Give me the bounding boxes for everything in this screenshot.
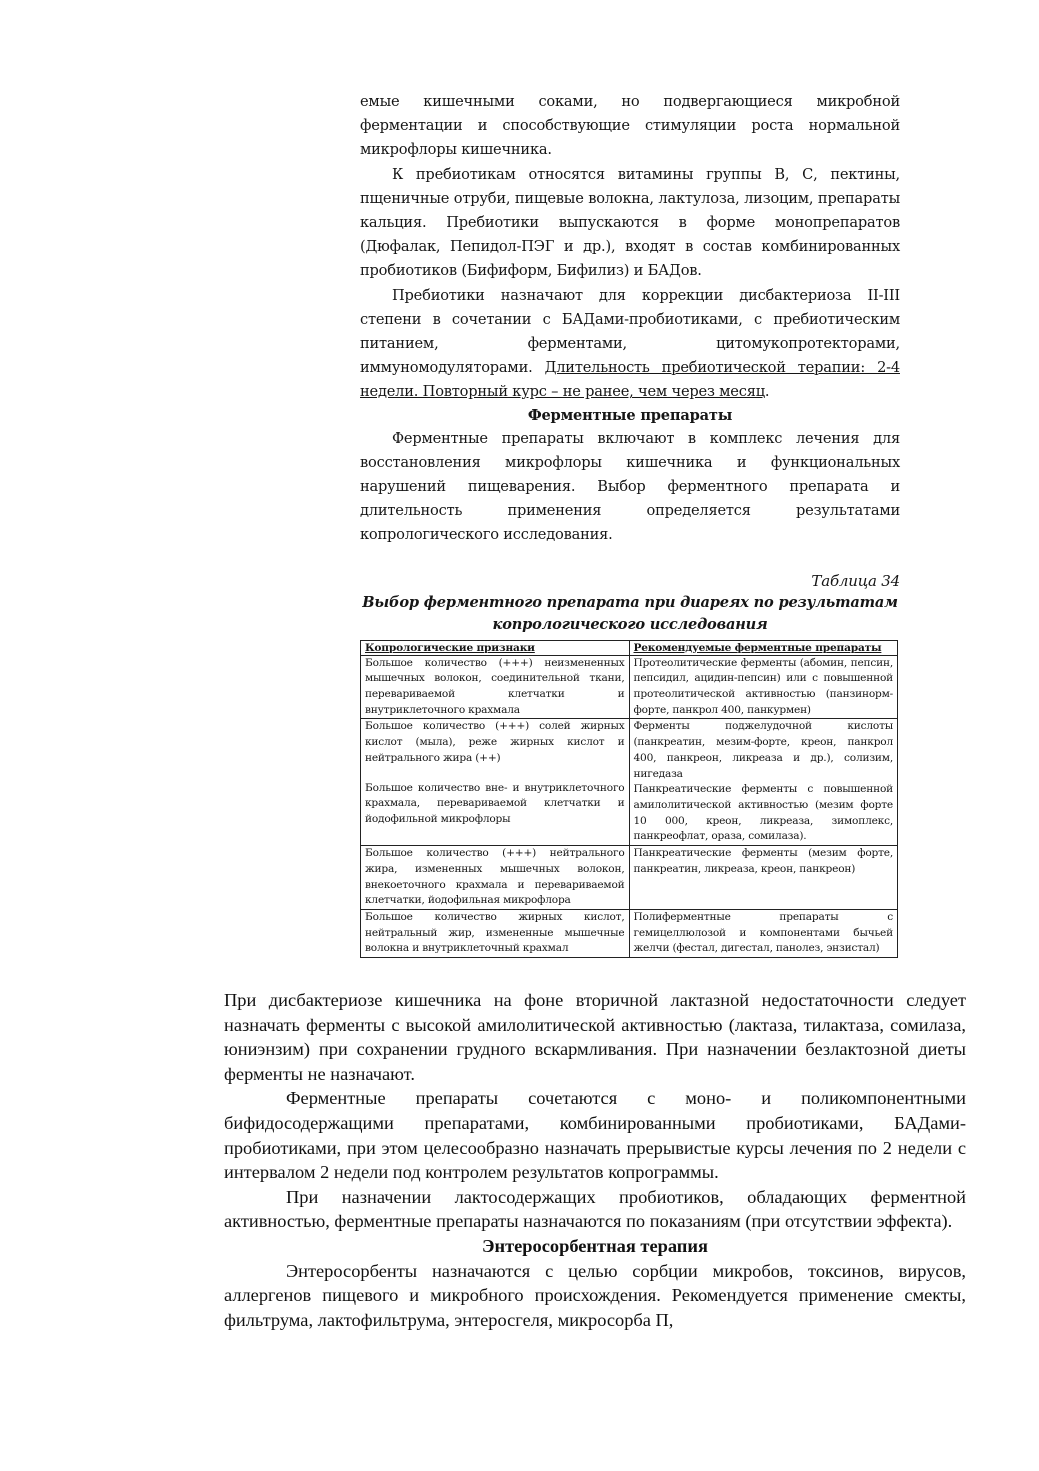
main-paragraph-3: При назначении лактосодержащих пробиотиков, обладающих ферментной активностью, ферментные препараты назначаются по показаниям (при отсутствии эффекта). <box>224 1186 966 1232</box>
scan-paragraph-3 <box>360 284 900 405</box>
table-row <box>361 909 898 957</box>
table-cell <box>629 719 898 846</box>
table-cell-part: Ферменты поджелудочной кислоты (панкреатин, мезим-форте, креон, панкрол 400, панкреон, ликреаза и др.), солизим, нигедаза <box>633 720 893 780</box>
scan-paragraph-3-underlined: Длительность пребиотической терапии: 2-4 недели. Повторный курс – не ранее, чем через месяц <box>360 359 900 401</box>
table-cell <box>361 719 630 846</box>
table-cell: Большое количество (+++) неизмененных мышечных волокон, соединительной ткани, перевариваемой клетчатки и внутриклеточного крахмала <box>361 655 630 719</box>
table-title: Выбор ферментного препарата при диареях по результатам копрологического исследования <box>362 593 898 633</box>
scanned-book-excerpt <box>360 90 900 958</box>
table-cell: Протеолитические ферменты (абомин, пепсин, пепсидил, ацидин-пепсин) или с повышенной протеолитической активностью (панзинорм-форте, панкрол 400, панкурмен) <box>629 655 898 719</box>
scan-paragraph-3-end: . <box>764 383 770 401</box>
table-cell: Большое количество жирных кислот, нейтральный жир, измененные мышечные волокна и внутриклеточный крахмал <box>361 909 630 957</box>
table-cell-part: Большое количество вне- и внутриклеточного крахмала, перевариваемой клетчатки и йодофильной микрофлоры <box>365 781 625 825</box>
scan-section-heading: Ферментные препараты <box>527 406 733 424</box>
table-header-recommended-enzymes: Рекомендуемые ферментные препараты <box>629 640 898 655</box>
main-paragraph-2: Ферментные препараты сочетаются с моно- и поликомпонентными бифидосодержащими препаратами, комбинированными пробиотиками, БАДами-пробиотиками, при этом целесообразно назначать прерывистые курсы лечения по 2 недели с интервалом 2 недели под контролем результатов копрограммы. <box>224 1088 966 1183</box>
table-row <box>361 719 898 846</box>
table-row <box>361 846 898 910</box>
enzyme-selection-table <box>360 640 898 958</box>
scan-paragraph-1: емые кишечными соками, но подвергающиеся микробной ферментации и способствующие стимуляции роста нормальной микрофлоры кишечника. <box>360 93 900 159</box>
table-header-row <box>361 640 898 655</box>
table-row <box>361 655 898 719</box>
scan-paragraph-4: Ферментные препараты включают в комплекс лечения для восстановления микрофлоры кишечника и функциональных нарушений пищеварения. Выбор ферментного препарата и длительность применения определяется результатами копрологического исследования. <box>360 429 900 544</box>
table-cell: Панкреатические ферменты (мезим форте, панкреатин, ликреаза, креон, панкреон) <box>629 846 898 910</box>
table-cell: Полиферментные препараты с гемицеллюлозой и компонентами бычьей желчи (фестал, дигестал, панолез, энзистал) <box>629 909 898 957</box>
table-cell: Большое количество (+++) нейтрального жира, измененных мышечных волокон, внекоеточного крахмала и перевариваемой клетчатки, йодофильная микрофлора <box>361 846 630 910</box>
scan-paragraph-2: К пребиотикам относятся витамины группы В, С, пектины, пщеничные отруби, пищевые волокна, лактулоза, лизоцим, препараты кальция. Пребиотики выпускаются в форме монопрепаратов (Дюфалак, Пепидол-ПЭГ и др.), входят в состав комбинированных пробиотиков (Бифиформ, Бифилиз) и БАДов. <box>360 165 900 280</box>
main-paragraph-1: При дисбактериозе кишечника на фоне вторичной лактазной недостаточности следует назначать ферменты с высокой амилолитической активностью (лактаза, тилактаза, сомилаза, юниэнзим) при сохранении грудного вскармливания. При назначении безлактозной диеты ферменты не назначают. <box>224 990 966 1084</box>
table-cell-part: Панкреатические ферменты с повышенной амилолитической активностью (мезим форте 10 000, креон, ликреаза, зимоплекс, панкреофлат, ораза, сомилаза). <box>633 783 893 843</box>
table-header-coprological-signs: Копрологические признаки <box>361 640 630 655</box>
main-paragraph-4: Энтеросорбенты назначаются с целью сорбции микробов, токсинов, вирусов, аллергенов пищевого и микробного происхождения. Рекомендуется применение смекты, фильтрума, лактофильтрума, энтеросгеля, микросорба П, <box>224 1260 966 1330</box>
main-section-heading: Энтеросорбентная терапия <box>482 1235 708 1256</box>
table-number: Таблица 34 <box>811 571 900 590</box>
table-cell-part: Большое количество (+++) солей жирных кислот (мыла), реже жирных кислот и нейтрального жира (++) <box>365 720 625 764</box>
scan-paragraph-3-text: Пребиотики назначают для коррекции дисбактериоза II-III степени в сочетании с БАДами-пробиотиками, с пребиотическим питанием, ферментами, цитомукопротекторами, иммуномодуляторами. <box>360 286 900 377</box>
main-text-block <box>224 988 966 1332</box>
